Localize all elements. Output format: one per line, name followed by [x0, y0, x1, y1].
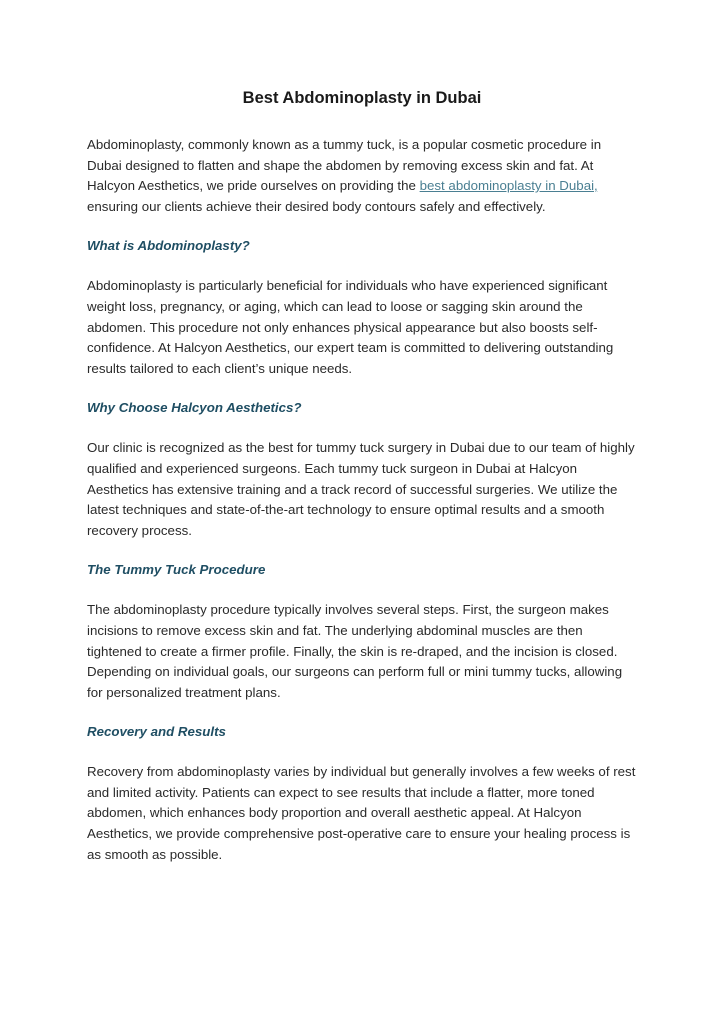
section-body-recovery: Recovery from abdominoplasty varies by individual but generally involves a few weeks of rest and limited activity. Patients can expect to see results that include a flatter, more toned abdomen, which enhances body proportion and overall aesthetic appeal. At Halcyon Aesthetics, we provide comprehensive post-operative care to ensure your healing process is as smooth as possible.: [87, 764, 636, 862]
section-heading-recovery: Recovery and Results: [87, 724, 226, 740]
intro-paragraph: [87, 135, 637, 217]
intro-text-before-link: Abdominoplasty, commonly known as a tummy tuck, is a popular cosmetic procedure in Dubai designed to flatten and shape the abdomen by removing excess skin and fat. At Halcyon Aesthetics, we pride ourselves on providing the: [87, 137, 602, 194]
section-body-procedure: The abdominoplasty procedure typically involves several steps. First, the surgeon makes incisions to remove excess skin and fat. The underlying abdominal muscles are then tightened to create a firmer profile. Finally, the skin is re-draped, and the incision is closed. Depending on individual goals, our surgeons can perform full or mini tummy tucks, allowing for personalized treatment plans.: [87, 602, 623, 700]
section-heading-procedure: The Tummy Tuck Procedure: [87, 562, 266, 578]
intro-text-after-link: ensuring our clients achieve their desired body contours safely and effectively.: [87, 198, 546, 214]
section-body-why-choose: Our clinic is recognized as the best for tummy tuck surgery in Dubai due to our team of highly qualified and experienced surgeons. Each tummy tuck surgeon in Dubai at Halcyon Aesthetics has extensive training and a track record of successful surgeries. We utilize the latest techniques and state-of-the-art technology to ensure optimal results and a smooth recovery process.: [87, 440, 635, 538]
document-page: [87, 86, 637, 865]
section-body-what-is: Abdominoplasty is particularly beneficial for individuals who have experienced significant weight loss, pregnancy, or aging, which can lead to loose or sagging skin around the abdomen. This procedure not only enhances physical appearance but also boosts self-confidence. At Halcyon Aesthetics, our expert team is committed to delivering outstanding results tailored to each client’s unique needs.: [87, 278, 614, 376]
section-heading-what-is: What is Abdominoplasty?: [87, 238, 250, 254]
best-abdominoplasty-link[interactable]: best abdominoplasty in Dubai,: [419, 178, 598, 194]
section-heading-why-choose: Why Choose Halcyon Aesthetics?: [87, 400, 302, 416]
page-title: Best Abdominoplasty in Dubai: [242, 89, 482, 107]
